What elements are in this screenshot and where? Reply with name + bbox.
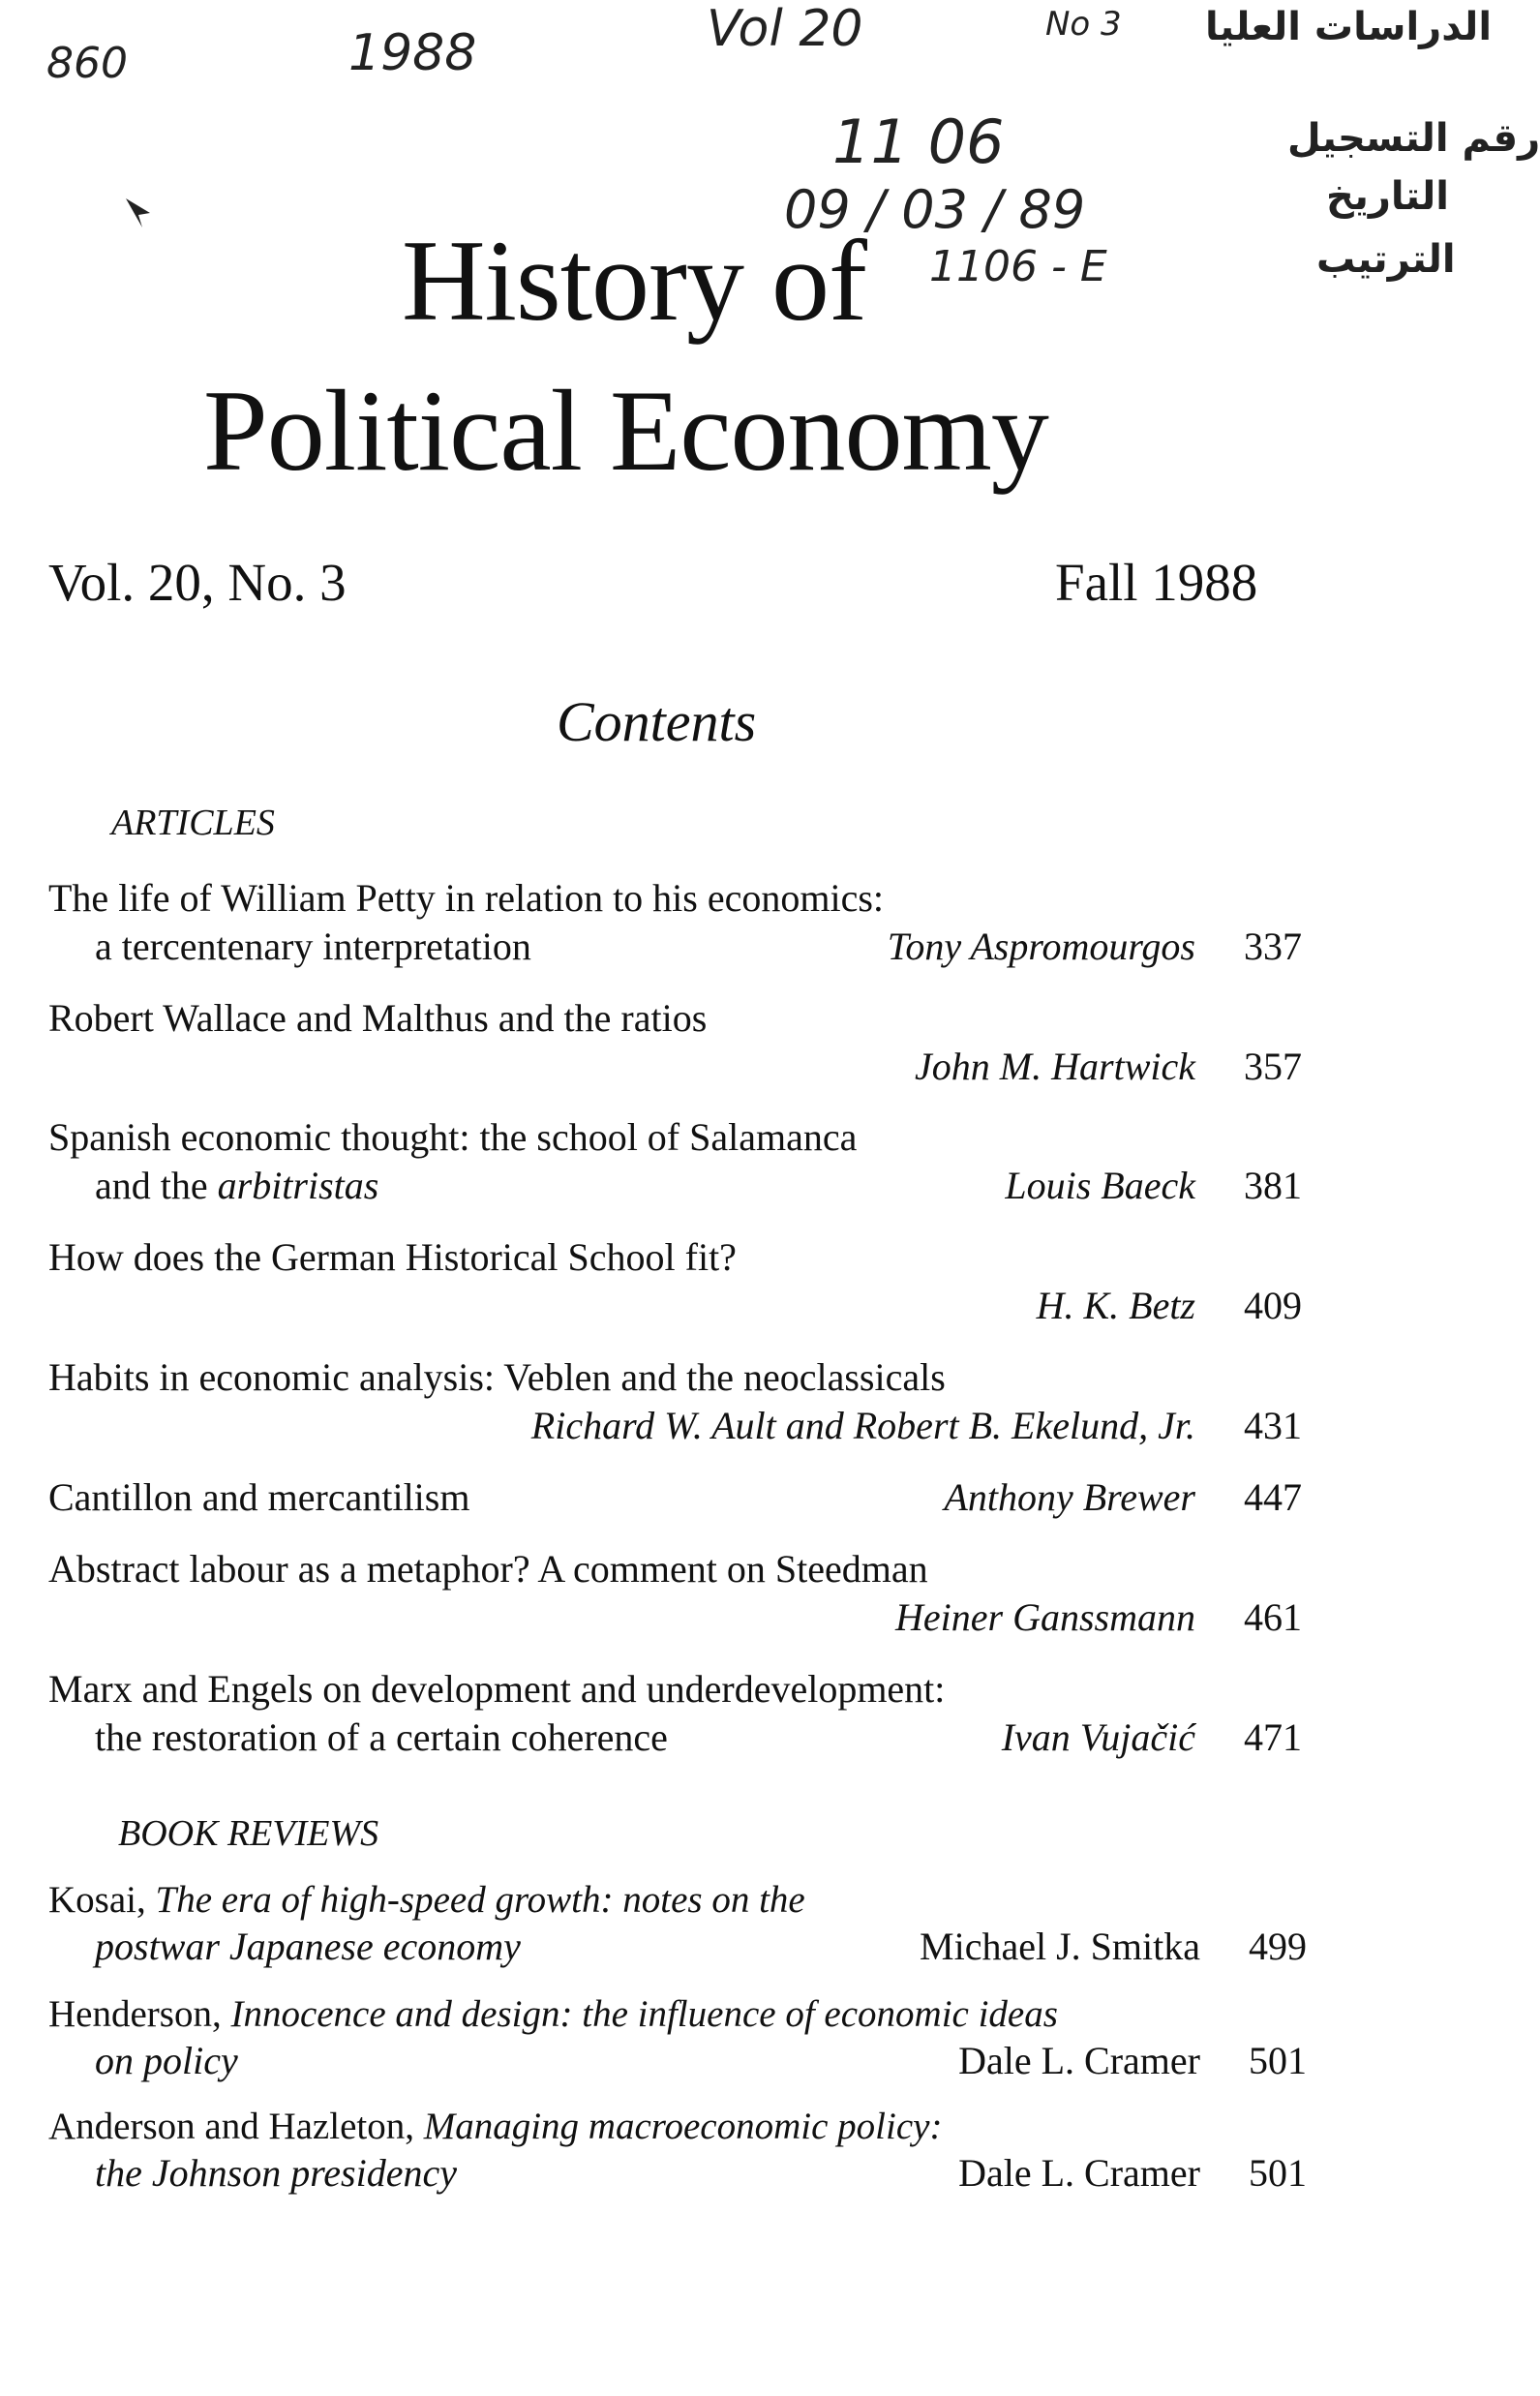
- article-entry: [48, 1353, 1302, 1450]
- handwritten-volume: Vol 20: [707, 0, 863, 58]
- article-page: 337: [1244, 925, 1302, 968]
- reviewer-name: Michael J. Smitka: [920, 1925, 1200, 1968]
- article-title: Abstract labour as a metaphor? A comment on Steedman: [48, 1547, 928, 1591]
- volume-issue: Vol. 20, No. 3: [48, 553, 347, 612]
- articles-label: ARTICLES: [111, 803, 275, 843]
- stamp-arabic-date: التاريخ: [1326, 174, 1449, 219]
- article-title: The life of William Petty in relation to his economics:: [48, 876, 885, 920]
- handwritten-stamp-order: 1106 - E: [929, 242, 1107, 291]
- article-title-line2: [48, 923, 1302, 971]
- article-page: 381: [1244, 1164, 1302, 1207]
- book-reviews-label: BOOK REVIEWS: [118, 1813, 379, 1854]
- review-page: 501: [1249, 2151, 1307, 2195]
- article-author: Louis Baeck: [1005, 1164, 1195, 1207]
- review-entry: [48, 1876, 1307, 1969]
- article-author: H. K. Betz: [1036, 1284, 1195, 1327]
- article-title-line: [48, 1473, 1302, 1522]
- article-title-line2: [48, 1282, 1302, 1330]
- review-title-line2: [48, 2037, 1307, 2083]
- reviewed-author: Anderson and Hazleton,: [48, 2106, 424, 2147]
- article-title-line2: [48, 1593, 1302, 1642]
- contents-heading: Contents: [557, 690, 757, 753]
- review-title-line2: [48, 1923, 1307, 1969]
- article-entry: [48, 1233, 1302, 1330]
- review-title-line: [48, 1990, 1307, 2037]
- journal-title-line1: History of: [402, 216, 866, 345]
- article-title: Spanish economic thought: the school of Salamanca: [48, 1115, 858, 1159]
- reviewed-title: The era of high-speed growth: notes on the: [155, 1879, 805, 1921]
- article-title: How does the German Historical School fit?: [48, 1235, 737, 1279]
- article-title-line2: [48, 1402, 1302, 1450]
- stamp-arabic-order: الترتيب: [1316, 237, 1456, 282]
- article-page: 409: [1244, 1284, 1302, 1327]
- article-page: 461: [1244, 1595, 1302, 1639]
- article-title-line2: [48, 1043, 1302, 1091]
- article-title: Cantillon and mercantilism: [48, 1475, 470, 1519]
- article-title-line2: [48, 1162, 1302, 1210]
- journal-title-line2: Political Economy: [203, 366, 1048, 495]
- article-page: 471: [1244, 1715, 1302, 1759]
- article-title-continued: and the: [95, 1164, 218, 1207]
- article-title-continued: a tercentenary interpretation: [95, 925, 531, 968]
- article-entry: [48, 1113, 1302, 1210]
- reviewed-title: Innocence and design: the influence of economic ideas: [230, 1993, 1058, 2035]
- article-page: 447: [1244, 1475, 1302, 1519]
- review-page: 501: [1249, 2039, 1307, 2082]
- stamp-arabic-header: الدراسات العليا: [1205, 5, 1493, 49]
- article-title-italic: arbitristas: [217, 1164, 379, 1207]
- handwritten-number: 860: [46, 39, 128, 88]
- review-title-line: [48, 1876, 1307, 1923]
- article-author: Richard W. Ault and Robert B. Ekelund, Jr.: [530, 1404, 1195, 1447]
- reviewed-author: Kosai,: [48, 1879, 156, 1921]
- article-title-line2: [48, 1714, 1302, 1762]
- review-entry: [48, 1990, 1307, 2083]
- article-author: Ivan Vujačić: [1001, 1715, 1195, 1759]
- article-entry: [48, 1665, 1302, 1762]
- reviewed-title-continued: on policy: [95, 2039, 238, 2082]
- review-title-line: [48, 2103, 1307, 2149]
- article-title: Habits in economic analysis: Veblen and the neoclassicals: [48, 1355, 946, 1399]
- review-entry: [48, 2103, 1307, 2196]
- article-entry: [48, 874, 1302, 971]
- article-author: Tony Aspromourgos: [887, 925, 1195, 968]
- article-page: 357: [1244, 1045, 1302, 1088]
- reviewer-name: Dale L. Cramer: [958, 2151, 1200, 2195]
- reviewed-title: Managing macroeconomic policy:: [423, 2106, 943, 2147]
- reviewed-title-continued: the Johnson presidency: [95, 2151, 457, 2195]
- article-entry: [48, 1545, 1302, 1642]
- handwritten-year: 1988: [348, 24, 477, 82]
- issue-season: Fall 1988: [1055, 553, 1258, 612]
- review-title-line2: [48, 2149, 1307, 2196]
- article-author: Heiner Ganssmann: [895, 1595, 1195, 1639]
- article-entry: [48, 994, 1302, 1091]
- article-title: Robert Wallace and Malthus and the ratios: [48, 996, 708, 1040]
- article-title: Marx and Engels on development and underdevelopment:: [48, 1667, 946, 1711]
- stamp-arabic-registration: رقم التسجيل: [1287, 116, 1540, 161]
- article-page: 431: [1244, 1404, 1302, 1447]
- reviewed-title-continued: postwar Japanese economy: [95, 1925, 521, 1968]
- reviewed-author: Henderson,: [48, 1993, 231, 2035]
- article-entry: [48, 1473, 1302, 1522]
- article-author: Anthony Brewer: [944, 1475, 1195, 1519]
- article-author: John M. Hartwick: [915, 1045, 1195, 1088]
- handwritten-stamp-date: 09 / 03 / 89: [784, 179, 1086, 240]
- handwritten-issue: No 3: [1045, 5, 1122, 44]
- review-page: 499: [1249, 1925, 1307, 1968]
- article-title-continued: the restoration of a certain coherence: [95, 1715, 668, 1759]
- pen-mark-icon: [121, 194, 160, 232]
- handwritten-stamp-number: 11 06: [832, 106, 1005, 177]
- reviewer-name: Dale L. Cramer: [958, 2039, 1200, 2082]
